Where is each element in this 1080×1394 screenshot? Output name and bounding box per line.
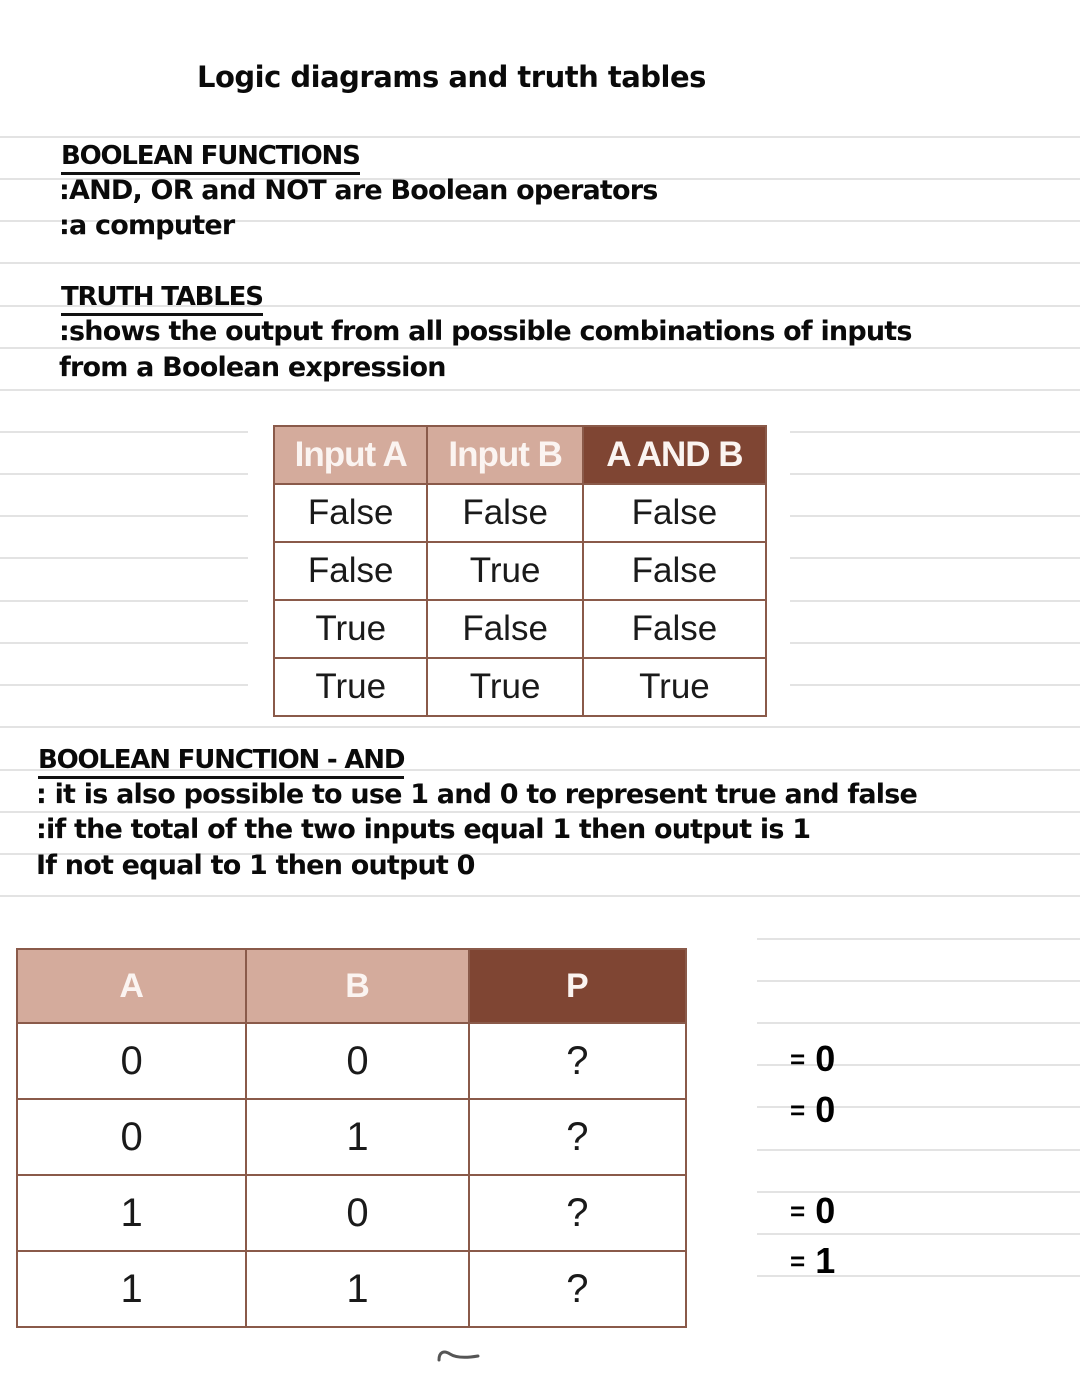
table-cell: 0 <box>246 1023 468 1099</box>
rule-line <box>790 642 1080 644</box>
note-line: If not equal to 1 then output 0 <box>36 850 475 881</box>
section-heading-truth-tables: TRUTH TABLES <box>61 281 263 316</box>
table-cell: ? <box>469 1099 686 1175</box>
and-truth-table-binary <box>16 948 687 1328</box>
table-row <box>274 600 766 658</box>
table-row <box>17 1251 686 1327</box>
note-line: :shows the output from all possible combinations of inputs <box>59 316 912 347</box>
table-cell: 0 <box>17 1023 246 1099</box>
table-cell: 0 <box>17 1099 246 1175</box>
rule-line <box>790 473 1080 475</box>
rule-line <box>790 600 1080 602</box>
column-header: A AND B <box>583 426 766 484</box>
section-heading-boolean-function-and: BOOLEAN FUNCTION - AND <box>38 744 404 779</box>
table-row <box>274 542 766 600</box>
table-cell: True <box>427 542 582 600</box>
rule-line <box>757 1022 1080 1024</box>
answer-value: 1 <box>815 1240 836 1281</box>
rule-line <box>757 1233 1080 1235</box>
rule-line <box>757 938 1080 940</box>
table-cell: ? <box>469 1023 686 1099</box>
equals-sign: = <box>790 1246 806 1276</box>
table-cell: 1 <box>246 1099 468 1175</box>
equals-sign: = <box>790 1095 806 1125</box>
equals-sign: = <box>790 1196 806 1226</box>
note-line: : it is also possible to use 1 and 0 to represent true and false <box>36 779 918 810</box>
rule-line <box>0 642 248 644</box>
table-cell: ? <box>469 1251 686 1327</box>
table-cell: False <box>427 484 582 542</box>
rule-line <box>0 600 248 602</box>
rule-line <box>0 136 1080 138</box>
rule-line <box>790 515 1080 517</box>
table-cell: True <box>583 658 766 716</box>
column-header: P <box>469 949 686 1023</box>
table-cell: False <box>583 542 766 600</box>
rule-line <box>0 515 248 517</box>
column-header: B <box>246 949 468 1023</box>
equals-sign: = <box>790 1044 806 1074</box>
answer-annotation <box>790 1190 835 1232</box>
page-title: Logic diagrams and truth tables <box>197 60 706 94</box>
note-line: :AND, OR and NOT are Boolean operators <box>59 175 658 206</box>
rule-line <box>0 389 1080 391</box>
rule-line <box>757 1149 1080 1151</box>
rule-line <box>790 557 1080 559</box>
table-cell: 1 <box>17 1251 246 1327</box>
answer-value: 0 <box>815 1038 836 1079</box>
table-row <box>17 1023 686 1099</box>
table-row <box>17 1175 686 1251</box>
and-truth-table-boolean <box>273 425 767 717</box>
table-cell: 1 <box>17 1175 246 1251</box>
answer-value: 0 <box>815 1089 836 1130</box>
rule-line <box>0 557 248 559</box>
table-row <box>17 1099 686 1175</box>
table-row <box>274 658 766 716</box>
pen-stroke-icon <box>436 1346 480 1366</box>
rule-line <box>0 431 248 433</box>
table-header-row <box>17 949 686 1023</box>
rule-line <box>757 980 1080 982</box>
table-cell: True <box>427 658 582 716</box>
table-row <box>274 484 766 542</box>
table-cell: True <box>274 600 427 658</box>
answer-annotation <box>790 1038 835 1080</box>
rule-line <box>0 726 1080 728</box>
rule-line <box>0 895 1080 897</box>
answer-annotation <box>790 1240 835 1282</box>
column-header: Input A <box>274 426 427 484</box>
section-heading-boolean-functions: BOOLEAN FUNCTIONS <box>61 140 360 175</box>
table-header-row <box>274 426 766 484</box>
rule-line <box>0 684 248 686</box>
table-cell: False <box>427 600 582 658</box>
rule-line <box>0 262 1080 264</box>
rule-line <box>0 473 248 475</box>
note-line: from a Boolean expression <box>59 352 446 383</box>
answer-value: 0 <box>815 1190 836 1231</box>
table-cell: 0 <box>246 1175 468 1251</box>
note-line: :if the total of the two inputs equal 1 then output is 1 <box>36 814 811 845</box>
answer-annotation <box>790 1089 835 1131</box>
rule-line <box>790 684 1080 686</box>
rule-line <box>790 431 1080 433</box>
column-header: A <box>17 949 246 1023</box>
table-cell: False <box>583 484 766 542</box>
table-cell: ? <box>469 1175 686 1251</box>
table-cell: True <box>274 658 427 716</box>
table-cell: False <box>274 484 427 542</box>
table-cell: False <box>583 600 766 658</box>
column-header: Input B <box>427 426 582 484</box>
table-cell: False <box>274 542 427 600</box>
note-line: :a computer <box>59 210 235 241</box>
table-cell: 1 <box>246 1251 468 1327</box>
